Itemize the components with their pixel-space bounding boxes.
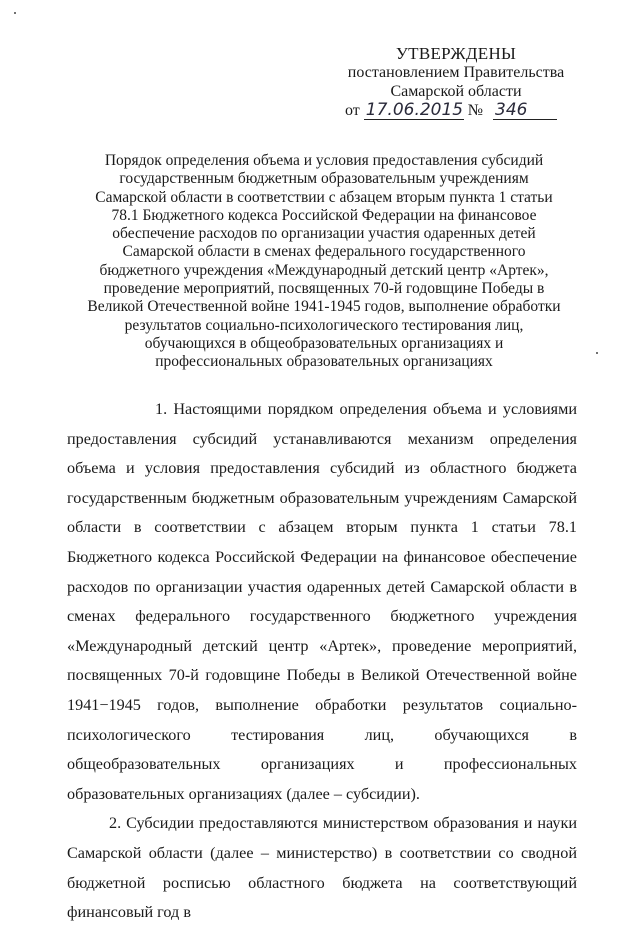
approval-line-resolution: постановлением Правительства bbox=[347, 64, 565, 81]
approval-heading: УТВЕРЖДЕНЫ bbox=[395, 44, 517, 63]
approval-date-line bbox=[345, 101, 567, 120]
number-prefix: № bbox=[467, 102, 484, 119]
approval-block bbox=[345, 44, 567, 120]
document-title: Порядок определения объема и условия предоставления субсидий государственным бюджетным образовательным учреждениям Самарской области в соответствии с абзацем вторым пункта 1 статьи 78.1 Бюджетного кодекса Российской Федерации на финансовое обеспечение расходов по организации участия одаренных детей Самарской области в сменах федерального государственного бюджетного учреждения «Международный детский центр «Артек», проведение мероприятий, посвященных 70-й годовщине Победы в Великой Отечественной войне 1941-1945 годов, выполнение обработки результатов социально-психологического тестирования лиц, обучающихся в общеобразовательных организациях и профессиональных образовательных организациях bbox=[87, 152, 561, 371]
paragraph-2: 2. Субсидии предоставляются министерством образования и науки Самарской области (далее – министерство) в соответствии со сводной бюджетной росписью областного бюджета на соответствующий финансовый год в bbox=[67, 814, 577, 922]
scan-speck bbox=[596, 352, 598, 354]
approval-line-region: Самарской области bbox=[390, 83, 522, 100]
handwritten-number: 346 bbox=[493, 101, 557, 120]
document-body bbox=[67, 395, 577, 928]
paragraph-1: 1. Настоящими порядком определения объема и условиями предоставления субсидий устанавливаются механизм определения объема и условия предоставления субсидий из областного бюджета государственным бюджетным образовательным учреждениям Самарской области в соответствии с абзацем вторым пункта 1 статьи 78.1 Бюджетного кодекса Российской Федерации на финансовое обеспечение расходов по организации участия одаренных детей Самарской области в сменах федерального государственного бюджетного учреждения «Международный детский центр «Артек», проведение мероприятий, посвященных 70-й годовщине Победы в Великой Отечественной войне 1941−1945 годов, выполнение обработки результатов социально-психологического тестирования лиц, обучающихся в общеобразовательных организациях и профессиональных образовательных организациях (далее – субсидии). bbox=[67, 400, 577, 803]
scan-speck bbox=[14, 12, 16, 14]
date-prefix: от bbox=[345, 102, 360, 119]
handwritten-date: 17.06.2015 bbox=[365, 100, 464, 120]
